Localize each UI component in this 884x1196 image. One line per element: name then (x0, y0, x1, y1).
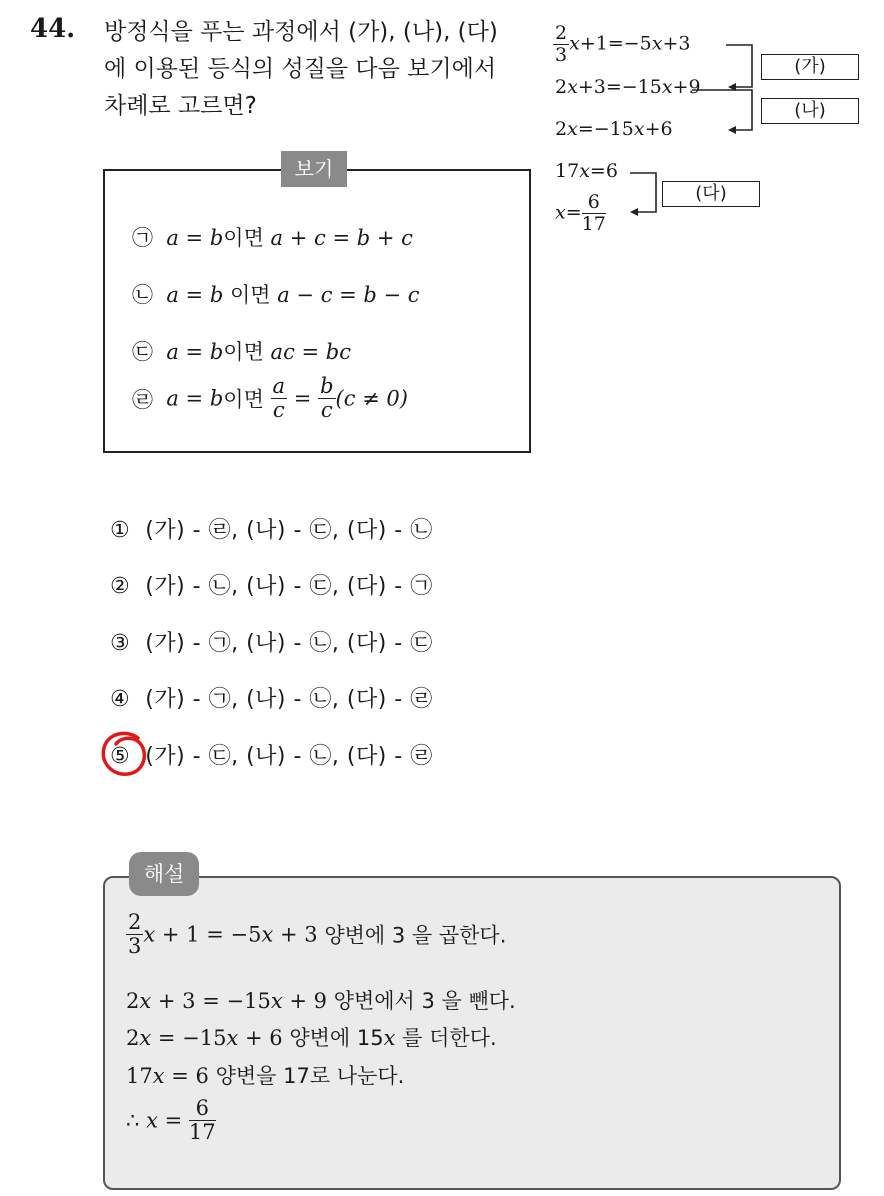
derivation-step-4: 17x=6 (555, 160, 618, 182)
bogi-item: ㉣ a = b이면 $\frac{a}{c}$ = $\frac{b}{c}$ (c ≠ 0) (132, 374, 408, 422)
question-line: 에 이용된 등식의 성질을 다음 보기에서 (104, 56, 497, 82)
label-box-ga: (가) (761, 54, 859, 80)
label-box-da: (다) (662, 181, 760, 207)
explanation-line-1: $\frac{2}{3}$ x + 1 = −5x + 3 양변에 3 을 곱한다. (128, 910, 507, 958)
explanation-line-5: ∴ x = $\frac{6}{17}$ (126, 1096, 216, 1144)
fraction: $\frac{a}{c}$ (272, 374, 286, 422)
fraction: $\frac{6}{17}$ (581, 191, 606, 235)
choice-5[interactable]: ⑤ (가) - ㉢, (나) - ㉡, (다) - ㉣ (110, 744, 433, 769)
choice-2[interactable]: ② (가) - ㉡, (나) - ㉢, (다) - ㉠ (110, 574, 433, 599)
choice-4[interactable]: ④ (가) - ㉠, (나) - ㉡, (다) - ㉣ (110, 687, 433, 712)
question-number: 44. (30, 14, 76, 44)
explanation-label: 해설 (129, 852, 199, 896)
fraction: $\frac{2}{3}$ (555, 22, 568, 66)
explanation-line-3: 2x = −15x + 6 양변에 15x 를 더한다. (126, 1026, 497, 1050)
choice-1[interactable]: ① (가) - ㉣, (나) - ㉢, (다) - ㉡ (110, 518, 433, 543)
selected-answer-circle-mark (98, 728, 152, 782)
explanation-line-4: 17x = 6 양변을 17로 나눈다. (126, 1064, 405, 1088)
fraction: $\frac{b}{c}$ (320, 374, 334, 422)
derivation-step-1: $\frac{2}{3}$ x+1=−5x+3 (555, 22, 691, 66)
question-line: 방정식을 푸는 과정에서 (가), (나), (다) (104, 19, 498, 45)
label-box-na: (나) (761, 98, 859, 124)
derivation-step-5: x= $\frac{6}{17}$ (555, 191, 606, 235)
bogi-label: 보기 (281, 151, 347, 187)
derivation-step-2: 2x+3=−15x+9 (555, 76, 701, 98)
explanation-line-2: 2x + 3 = −15x + 9 양변에서 3 을 뺀다. (126, 989, 516, 1013)
question-line: 차례로 고르면? (104, 93, 257, 119)
choice-3[interactable]: ③ (가) - ㉠, (나) - ㉡, (다) - ㉢ (110, 631, 433, 656)
bogi-item: ㉡ a = b 이면 a − c = b − c (132, 283, 420, 307)
fraction: $\frac{2}{3}$ (128, 910, 142, 958)
derivation-step-3: 2x=−15x+6 (555, 118, 673, 140)
bogi-item: ㉠ a = b이면 a + c = b + c (132, 226, 413, 250)
bogi-item: ㉢ a = b이면 ac = bc (132, 340, 351, 364)
fraction: $\frac{6}{17}$ (188, 1096, 216, 1144)
